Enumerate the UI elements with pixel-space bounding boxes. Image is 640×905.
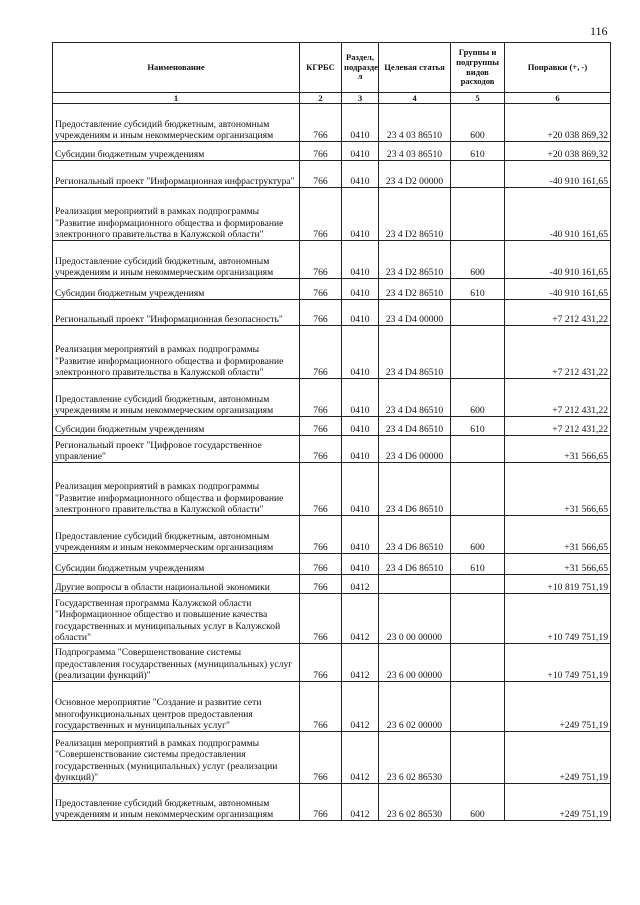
table-row	[53, 300, 611, 326]
table-cell-target: 23 4 D6 86510	[379, 554, 451, 575]
table-row	[53, 161, 611, 188]
table-row	[53, 516, 611, 554]
table-cell-kgrbs: 766	[300, 784, 342, 821]
table-cell-group: 600	[451, 379, 505, 417]
column-number-row	[53, 93, 611, 104]
table-cell-name: Реализация мероприятий в рамках подпрограммы "Развитие информационного общества и формирование электронного правительства в Калужской области"	[53, 188, 300, 241]
table-cell-target: 23 4 D6 86510	[379, 463, 451, 516]
table-cell-target: 23 4 D2 86510	[379, 279, 451, 300]
header-groups: Группы и подгруппы видов расходов	[451, 43, 505, 93]
table-cell-name: Реализация мероприятий в рамках подпрограммы "Совершенствование системы предоставления государственных (муниципальных) услуг (реализации функций)"	[53, 732, 300, 784]
table-row	[53, 463, 611, 516]
table-cell-target: 23 4 D4 86510	[379, 379, 451, 417]
table-cell-section: 0412	[342, 575, 379, 594]
table-cell-section: 0412	[342, 784, 379, 821]
table-cell-name: Другие вопросы в области национальной экономики	[53, 575, 300, 594]
table-row	[53, 326, 611, 379]
table-cell-target: 23 4 03 86510	[379, 104, 451, 142]
table-cell-name: Предоставление субсидий бюджетным, автономным учреждениям и иным некоммерческим организациям	[53, 784, 300, 821]
table-row	[53, 142, 611, 161]
table-cell-kgrbs: 766	[300, 732, 342, 784]
table-cell-group	[451, 436, 505, 463]
table-cell-amount: +31 566,65	[505, 436, 611, 463]
table-cell-target: 23 4 D6 00000	[379, 436, 451, 463]
table-cell-amount: +31 566,65	[505, 554, 611, 575]
table-cell-name: Субсидии бюджетным учреждениям	[53, 279, 300, 300]
table-row	[53, 554, 611, 575]
table-cell-group: 600	[451, 241, 505, 279]
table-cell-kgrbs: 766	[300, 644, 342, 682]
table-cell-group: 610	[451, 417, 505, 436]
table-cell-kgrbs: 766	[300, 104, 342, 142]
table-cell-amount: +20 038 869,32	[505, 104, 611, 142]
table-cell-section: 0410	[342, 241, 379, 279]
table-cell-amount: +10 819 751,19	[505, 575, 611, 594]
column-number: 5	[451, 93, 505, 104]
table-row	[53, 732, 611, 784]
table-row	[53, 436, 611, 463]
table-cell-target: 23 4 D2 00000	[379, 161, 451, 188]
table-cell-kgrbs: 766	[300, 436, 342, 463]
table-cell-section: 0410	[342, 379, 379, 417]
table-row	[53, 784, 611, 821]
table-cell-kgrbs: 766	[300, 161, 342, 188]
table-cell-section: 0410	[342, 554, 379, 575]
table-cell-name: Региональный проект "Цифровое государственное управление"	[53, 436, 300, 463]
table-cell-amount: -40 910 161,65	[505, 188, 611, 241]
table-cell-target: 23 4 03 86510	[379, 142, 451, 161]
table-cell-amount: +20 038 869,32	[505, 142, 611, 161]
table-cell-amount: +7 212 431,22	[505, 417, 611, 436]
table-cell-target: 23 4 D2 86510	[379, 241, 451, 279]
table-cell-section: 0412	[342, 732, 379, 784]
table-row	[53, 188, 611, 241]
column-number: 6	[505, 93, 611, 104]
table-cell-name: Субсидии бюджетным учреждениям	[53, 142, 300, 161]
table-cell-amount: +7 212 431,22	[505, 300, 611, 326]
table-cell-amount: +10 749 751,19	[505, 594, 611, 644]
table-cell-target: 23 6 00 00000	[379, 644, 451, 682]
table-cell-name: Реализация мероприятий в рамках подпрограммы "Развитие информационного общества и формирование электронного правительства в Калужской области"	[53, 326, 300, 379]
header-name: Наименование	[53, 43, 300, 93]
table-cell-section: 0410	[342, 417, 379, 436]
table-cell-amount: +31 566,65	[505, 516, 611, 554]
table-row	[53, 682, 611, 732]
column-number: 4	[379, 93, 451, 104]
table-row	[53, 417, 611, 436]
table-cell-target: 23 0 00 00000	[379, 594, 451, 644]
table-cell-section: 0412	[342, 594, 379, 644]
table-cell-kgrbs: 766	[300, 554, 342, 575]
table-cell-group	[451, 575, 505, 594]
table-cell-name: Предоставление субсидий бюджетным, автономным учреждениям и иным некоммерческим организациям	[53, 241, 300, 279]
table-cell-section: 0410	[342, 326, 379, 379]
table-row	[53, 575, 611, 594]
table-cell-section: 0412	[342, 682, 379, 732]
budget-amendments-table	[52, 42, 611, 821]
table-cell-group	[451, 161, 505, 188]
table-cell-name: Субсидии бюджетным учреждениям	[53, 554, 300, 575]
table-cell-group	[451, 594, 505, 644]
table-cell-target: 23 6 02 86530	[379, 784, 451, 821]
table-cell-section: 0412	[342, 644, 379, 682]
table-cell-group: 600	[451, 784, 505, 821]
table-cell-kgrbs: 766	[300, 300, 342, 326]
table-cell-name: Государственная программа Калужской области "Информационное общество и повышение качества государственных и муниципальных услуг в Калужской области"	[53, 594, 300, 644]
table-cell-kgrbs: 766	[300, 417, 342, 436]
table-row	[53, 241, 611, 279]
table-cell-kgrbs: 766	[300, 682, 342, 732]
table-cell-group	[451, 463, 505, 516]
table-cell-name: Предоставление субсидий бюджетным, автономным учреждениям и иным некоммерческим организациям	[53, 379, 300, 417]
table-cell-group	[451, 188, 505, 241]
table-cell-group: 610	[451, 279, 505, 300]
table-cell-kgrbs: 766	[300, 594, 342, 644]
table-cell-group	[451, 326, 505, 379]
table-row	[53, 279, 611, 300]
table-cell-amount: +249 751,19	[505, 682, 611, 732]
table-cell-group	[451, 732, 505, 784]
table-cell-group: 610	[451, 142, 505, 161]
table-cell-kgrbs: 766	[300, 463, 342, 516]
table-cell-amount: +10 749 751,19	[505, 644, 611, 682]
table-cell-name: Основное мероприятие "Создание и развитие сети многофункциональных центров предоставления государственных и муниципальных услуг"	[53, 682, 300, 732]
table-cell-section: 0410	[342, 104, 379, 142]
table-cell-amount: +249 751,19	[505, 784, 611, 821]
table-cell-name: Региональный проект "Информационная безопасность"	[53, 300, 300, 326]
table-cell-target: 23 4 D4 00000	[379, 300, 451, 326]
table-cell-group	[451, 644, 505, 682]
header-kgrbs: КГРБС	[300, 43, 342, 93]
table-cell-section: 0410	[342, 188, 379, 241]
table-row	[53, 594, 611, 644]
table-cell-amount: +31 566,65	[505, 463, 611, 516]
table-cell-amount: +249 751,19	[505, 732, 611, 784]
header-section: Раздел, подразде л	[342, 43, 379, 93]
table-cell-group: 600	[451, 104, 505, 142]
table-cell-group	[451, 682, 505, 732]
column-number: 1	[53, 93, 300, 104]
table-cell-kgrbs: 766	[300, 575, 342, 594]
table-cell-name: Субсидии бюджетным учреждениям	[53, 417, 300, 436]
column-number: 2	[300, 93, 342, 104]
table-cell-amount: -40 910 161,65	[505, 161, 611, 188]
table-cell-section: 0410	[342, 161, 379, 188]
table-cell-name: Подпрограмма "Совершенствование системы предоставления государственных (муниципальных) услуг (реализации функций)"	[53, 644, 300, 682]
table-cell-name: Предоставление субсидий бюджетным, автономным учреждениям и иным некоммерческим организациям	[53, 104, 300, 142]
table-cell-target: 23 4 D2 86510	[379, 188, 451, 241]
table-cell-target	[379, 575, 451, 594]
table-cell-amount: +7 212 431,22	[505, 379, 611, 417]
table-cell-target: 23 6 02 86530	[379, 732, 451, 784]
table-cell-amount: -40 910 161,65	[505, 241, 611, 279]
table-cell-kgrbs: 766	[300, 142, 342, 161]
table-row	[53, 104, 611, 142]
column-number: 3	[342, 93, 379, 104]
table-cell-target: 23 6 02 00000	[379, 682, 451, 732]
table-cell-name: Предоставление субсидий бюджетным, автономным учреждениям и иным некоммерческим организациям	[53, 516, 300, 554]
table-cell-group: 610	[451, 554, 505, 575]
table-cell-name: Реализация мероприятий в рамках подпрограммы "Развитие информационного общества и формирование электронного правительства в Калужской области"	[53, 463, 300, 516]
table-cell-section: 0410	[342, 463, 379, 516]
table-row	[53, 379, 611, 417]
table-cell-section: 0410	[342, 279, 379, 300]
table-cell-kgrbs: 766	[300, 326, 342, 379]
table-cell-amount: -40 910 161,65	[505, 279, 611, 300]
table-cell-target: 23 4 D4 86510	[379, 326, 451, 379]
table-cell-section: 0410	[342, 436, 379, 463]
table-cell-kgrbs: 766	[300, 516, 342, 554]
table-header-row	[53, 43, 611, 93]
table-cell-kgrbs: 766	[300, 241, 342, 279]
table-cell-section: 0410	[342, 142, 379, 161]
table-cell-target: 23 4 D4 86510	[379, 417, 451, 436]
table-row	[53, 644, 611, 682]
page-number: 116	[590, 24, 608, 38]
table-cell-amount: +7 212 431,22	[505, 326, 611, 379]
table-cell-kgrbs: 766	[300, 379, 342, 417]
table-cell-section: 0410	[342, 516, 379, 554]
table-cell-group: 600	[451, 516, 505, 554]
table-cell-group	[451, 300, 505, 326]
table-cell-kgrbs: 766	[300, 279, 342, 300]
header-amendments: Поправки (+, -)	[505, 43, 611, 93]
table-cell-target: 23 4 D6 86510	[379, 516, 451, 554]
header-target: Целевая статья	[379, 43, 451, 93]
table-cell-kgrbs: 766	[300, 188, 342, 241]
table-cell-section: 0410	[342, 300, 379, 326]
table-cell-name: Региональный проект "Информационная инфраструктура"	[53, 161, 300, 188]
